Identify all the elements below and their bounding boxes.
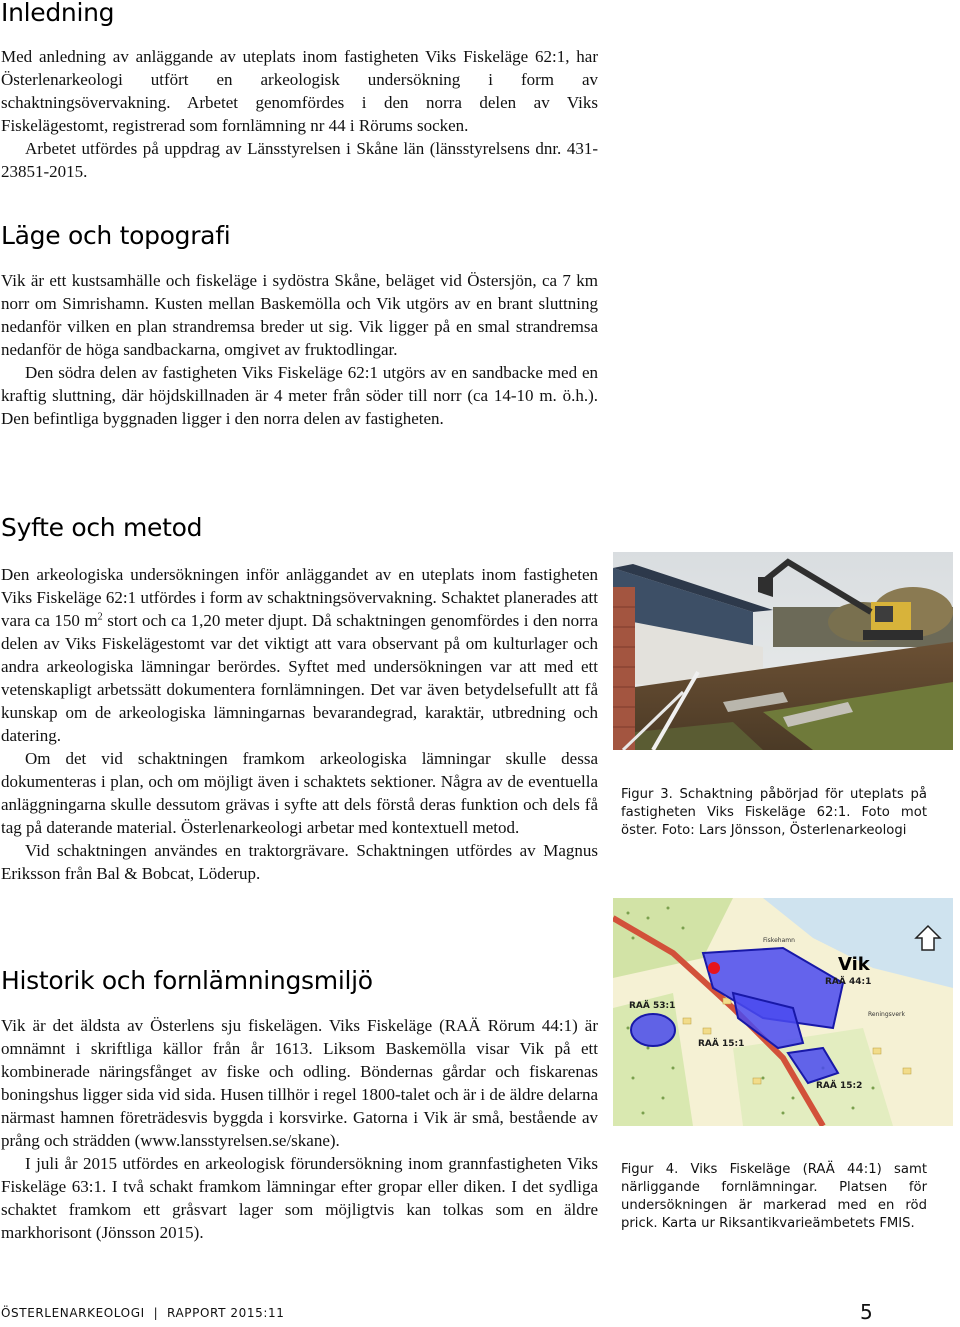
syfte-paragraph-3: Vid schaktningen användes en traktorgrävare. Schaktningen utfördes av Magnus Eriksson från Bal & Bobcat, Löderup. bbox=[1, 841, 598, 883]
figure-3-photo bbox=[613, 552, 953, 750]
inledning-paragraph-1: Med anledning av anläggande av uteplats inom fastigheten Viks Fiskeläge 62:1, har Österlenarkeologi utfört en arkeologisk undersökning i form av schaktningsövervakning. Arbetet genomfördes i den norra delen av Viks Fiskelägestomt, registrerad som fornlämning nr 44 i Rörums socken. bbox=[1, 47, 598, 135]
map-label-fiskehamn: Fiskehamn bbox=[763, 937, 795, 944]
figure-4-map bbox=[613, 898, 953, 1126]
syfte-paragraph-1-a: Den arkeologiska undersökningen inför anläggandet av en uteplats inom fastigheten Viks Fiskeläge 62:1 utfördes i form av schaktningsövervakning. Schaktet planerades att vara ca 150 m bbox=[1, 565, 598, 630]
excavation-photo bbox=[613, 552, 953, 750]
heading-lage-och-topografi: Läge och topografi bbox=[1, 221, 231, 250]
heading-historik: Historik och fornlämningsmiljö bbox=[1, 966, 373, 995]
lage-paragraph-1: Vik är ett kustsamhälle och fiskeläge i sydöstra Skåne, beläget vid Östersjön, ca 7 km norr om Simrishamn. Kusten mellan Baskemölla och Vik utgörs av en brant sluttning nedanför vilken en plan strandremsa breder ut sig. Vik ligger på en smal strandremsa nedanför de höga sandbackarna, omgivet av fruktodlingar. bbox=[1, 271, 598, 359]
map-label-reningsverk: Reningsverk bbox=[868, 1011, 905, 1018]
figure-4-caption: Figur 4. Viks Fiskeläge (RAÄ 44:1) samt närliggande fornlämningar. Platsen för undersökningen är markerad med en röd prick. Karta ur Riksantikvarieämbetets FMIS. bbox=[621, 1162, 927, 1231]
inledning-paragraph-2: Arbetet utfördes på uppdrag av Länsstyrelsen i Skåne län (länsstyrelsens dnr. 431-23851-2015. bbox=[1, 139, 598, 181]
site-marker-icon bbox=[708, 962, 720, 974]
heading-inledning: Inledning bbox=[1, 0, 115, 27]
syfte-body bbox=[1, 563, 598, 885]
fmis-map bbox=[613, 898, 953, 1126]
footer-report-label: ÖSTERLENARKEOLOGI | RAPPORT 2015:11 bbox=[1, 1306, 285, 1320]
map-label-raa53: RAÄ 53:1 bbox=[629, 1001, 676, 1011]
historik-body bbox=[1, 1014, 598, 1244]
inledning-body bbox=[1, 45, 598, 183]
map-label-raa15-2: RAÄ 15:2 bbox=[816, 1081, 863, 1091]
syfte-paragraph-2: Om det vid schaktningen framkom arkeologiska lämningar skulle dessa dokumenteras i plan, och om möjligt även i schaktets sektioner. Några av de eventuella anläggningarna skulle dessutom grävas i syfte att dels förstå deras funktion och dels få tag på daterande material. Österlenarkeologi arbetar med kontextuell metod. bbox=[1, 749, 598, 837]
map-label-raa15-1: RAÄ 15:1 bbox=[698, 1039, 745, 1049]
lage-body bbox=[1, 269, 598, 430]
historik-paragraph-2: I juli år 2015 utfördes en arkeologisk förundersökning inom grannfastigheten Viks Fiskeläge 63:1. I två schakt framkom lämningar efter gropar eller diken. I det sydliga schaktet framkom ett gråsvart lager som möjligtvis kan tolkas som en äldre markhorisont (Jönsson 2015). bbox=[1, 1154, 598, 1242]
lage-paragraph-2: Den södra delen av fastigheten Viks Fiskeläge 62:1 utgörs av en sandbacke med en kraftig sluttning, där höjdskillnaden är 4 meter från söder till norr (ca 14-10 m. ö.h.). Den befintliga byggnaden ligger i den norra delen av fastigheten. bbox=[1, 363, 598, 428]
syfte-paragraph-1 bbox=[1, 563, 598, 747]
page-number: 5 bbox=[860, 1300, 873, 1324]
historik-paragraph-1: Vik är det äldsta av Österlens sju fiskelägen. Viks Fiskeläge (RAÄ Rörum 44:1) är omnämnt i skriftliga källor från år 1613. Liksom Baskemölla visar Vik på ett kombinerade näringsfånget av fiske och odling. Böndernas gårdar och fiskarenas boningshus ligger sida vid sida. Husen tillhör i regel 1800-talet och är i de äldre delarna närmast hamnen företrädesvis byggda i korsvirke. Gatorna i Vik är små, bestående av prång och strädden (www.lansstyrelsen.se/skane). bbox=[1, 1016, 598, 1150]
syfte-paragraph-1-b: stort och ca 1,20 meter djupt. Då schaktningen genomfördes i den norra delen av Viks Fiskelägestomt var det viktigt att vara observant på om kulturlager och andra arkeologiska lämningar berördes. Syftet med undersökningen var att med ett vetenskapligt arbetssätt dokumentera fornlämningen. Det var även betydelsefullt att få kunskap om de arkeologiska lämningarnas bevarandegrad, karaktär, utbredning och datering. bbox=[1, 611, 598, 745]
map-label-raa44: RAÄ 44:1 bbox=[825, 977, 872, 987]
syfte-superscript: 2 bbox=[97, 611, 103, 623]
figure-3-caption: Figur 3. Schaktning påbörjad för uteplats på fastigheten Viks Fiskeläge 62:1. Foto mot öster. Foto: Lars Jönsson, Österlenarkeologi bbox=[621, 787, 927, 838]
heading-syfte-och-metod: Syfte och metod bbox=[1, 513, 203, 542]
map-label-place: Vik bbox=[838, 954, 870, 975]
